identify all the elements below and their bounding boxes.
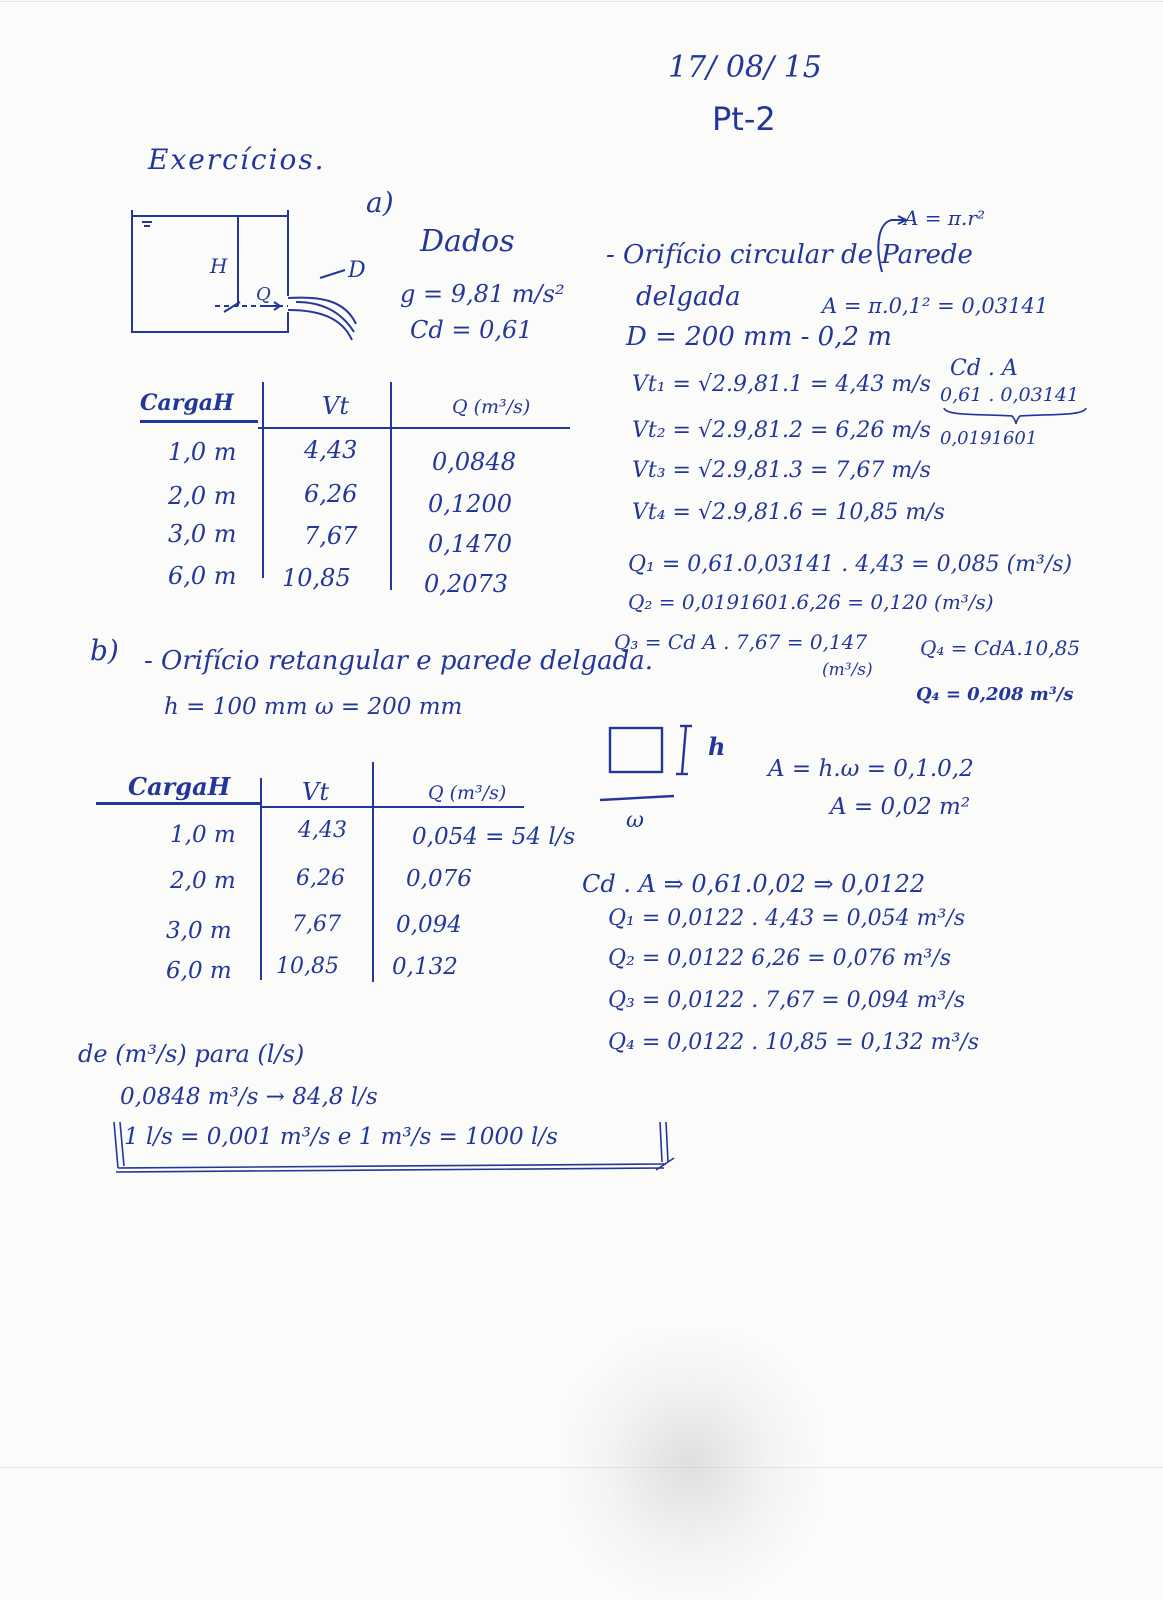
q3-calc: Q₃ = Cd A . 7,67 = 0,147 — [614, 630, 868, 654]
part-b-label: b) — [90, 634, 119, 667]
part-a-table — [140, 390, 580, 610]
table-a-header-q: Q (m³/s) — [452, 396, 531, 418]
q4-rect: Q₄ = 0,0122 . 10,85 = 0,132 m³/s — [608, 1030, 979, 1055]
conversion-rule-frame — [108, 1116, 678, 1176]
rect-w-label: ω — [626, 808, 644, 833]
conversion-rule: 1 l/s = 0,001 m³/s e 1 m³/s = 1000 l/s — [124, 1124, 558, 1150]
part-a-label: a) — [366, 186, 394, 219]
dados-g: g = 9,81 m/s² — [400, 280, 565, 308]
tank-d-label: D — [348, 258, 366, 283]
table-cell: 0,054 = 54 l/s — [412, 824, 576, 850]
rect-area-result: A = 0,02 m² — [830, 794, 971, 820]
table-a-header-vt: Vt — [322, 392, 349, 420]
page-part: Pt-2 — [712, 100, 776, 138]
table-a-divider-1 — [262, 382, 264, 578]
q2-rect: Q₂ = 0,0122 6,26 = 0,076 m³/s — [608, 946, 952, 971]
q2-calc: Q₂ = 0,0191601.6,26 = 0,120 (m³/s) — [628, 590, 994, 614]
q4-result: Q₄ = 0,208 m³/s — [916, 684, 1074, 705]
table-cell: 0,2073 — [424, 570, 508, 598]
table-b-divider-1 — [260, 778, 262, 980]
table-row: 3,0 m — [166, 918, 232, 944]
vt4-calc: Vt₄ = √2.9,81.6 = 10,85 m/s — [632, 500, 945, 525]
q1-rect: Q₁ = 0,0122 . 4,43 = 0,054 m³/s — [608, 906, 965, 931]
part-b-dims: h = 100 mm ω = 200 mm — [164, 694, 463, 720]
vt1-calc: Vt₁ = √2.9,81.1 = 4,43 m/s — [632, 372, 931, 397]
table-b-header-q: Q (m³/s) — [428, 782, 507, 804]
table-cell: 0,1470 — [428, 530, 512, 558]
q4-calc: Q₄ = CdA.10,85 — [920, 636, 1081, 660]
table-row: 6,0 m — [166, 958, 232, 984]
table-row: 1,0 m — [168, 438, 237, 466]
table-cell: 0,132 — [392, 954, 458, 980]
table-cell: 6,26 — [304, 480, 358, 508]
table-b-header-underline — [96, 802, 262, 805]
table-cell: 4,43 — [304, 436, 358, 464]
page-title: Exercícios. — [148, 143, 326, 176]
cda-result: 0,0191601 — [940, 428, 1038, 449]
table-b-header-vt: Vt — [302, 778, 329, 806]
conversion-example: 0,0848 m³/s → 84,8 l/s — [120, 1084, 378, 1110]
conversion-title: de (m³/s) para (l/s) — [78, 1040, 305, 1068]
scan-shadow — [560, 1330, 820, 1600]
circular-area-calc: A = π.0,1² = 0,03141 — [822, 294, 1049, 318]
table-b-divider-2 — [372, 762, 374, 982]
table-a-header-rule — [258, 427, 570, 429]
tank-h-label: H — [210, 254, 228, 278]
page-date: 17/ 08/ 15 — [668, 50, 822, 85]
table-a-header-carga: CargaH — [140, 390, 234, 416]
circular-title-2: delgada — [636, 282, 741, 312]
table-cell: 4,43 — [298, 818, 347, 843]
table-cell: 6,26 — [296, 866, 345, 891]
table-a-header-underline — [140, 420, 258, 423]
table-a-divider-2 — [390, 382, 392, 590]
tank-q-label: Q — [256, 284, 271, 305]
table-cell: 0,094 — [396, 912, 462, 938]
q3-rect: Q₃ = 0,0122 . 7,67 = 0,094 m³/s — [608, 988, 965, 1013]
table-cell: 10,85 — [282, 564, 351, 592]
tank-diagram — [120, 200, 360, 350]
diameter: D = 200 mm - 0,2 m — [626, 322, 892, 352]
table-cell: 0,076 — [406, 866, 472, 892]
vt3-calc: Vt₃ = √2.9,81.3 = 7,67 m/s — [632, 458, 931, 483]
circular-title: - Orifício circular de Parede — [606, 240, 973, 270]
table-row: 2,0 m — [168, 482, 237, 510]
scan-top-edge — [0, 1, 1163, 2]
table-row: 2,0 m — [170, 868, 236, 894]
dados-cd: Cd = 0,61 — [410, 316, 533, 344]
table-cell: 7,67 — [304, 522, 358, 550]
q1-calc: Q₁ = 0,61.0,03141 . 4,43 = 0,085 (m³/s) — [628, 552, 1073, 577]
cda-rect: Cd . A ⇒ 0,61.0,02 ⇒ 0,0122 — [582, 870, 926, 898]
rect-h-label: h — [708, 732, 726, 761]
table-cell: 0,1200 — [428, 490, 512, 518]
table-b-header-carga: CargaH — [128, 772, 231, 801]
part-b-title: - Orifício retangular e parede delgada. — [144, 646, 654, 676]
cda-brace — [940, 404, 1090, 426]
table-cell: 10,85 — [276, 954, 339, 979]
cda-calc: 0,61 . 0,03141 — [940, 384, 1079, 406]
part-b-table — [96, 772, 616, 992]
table-row: 3,0 m — [168, 520, 237, 548]
table-cell: 7,67 — [292, 912, 341, 937]
q3-unit: (m³/s) — [822, 660, 873, 680]
table-row: 1,0 m — [170, 822, 236, 848]
cda-label: Cd . A — [950, 356, 1018, 381]
table-row: 6,0 m — [168, 562, 237, 590]
vt2-calc: Vt₂ = √2.9,81.2 = 6,26 m/s — [632, 418, 931, 443]
table-cell: 0,0848 — [432, 448, 516, 476]
area-formula: A = π.r² — [904, 206, 985, 230]
table-b-header-rule — [262, 806, 524, 808]
dados-title: Dados — [420, 224, 515, 259]
rect-area-calc: A = h.ω = 0,1.0,2 — [768, 756, 974, 782]
